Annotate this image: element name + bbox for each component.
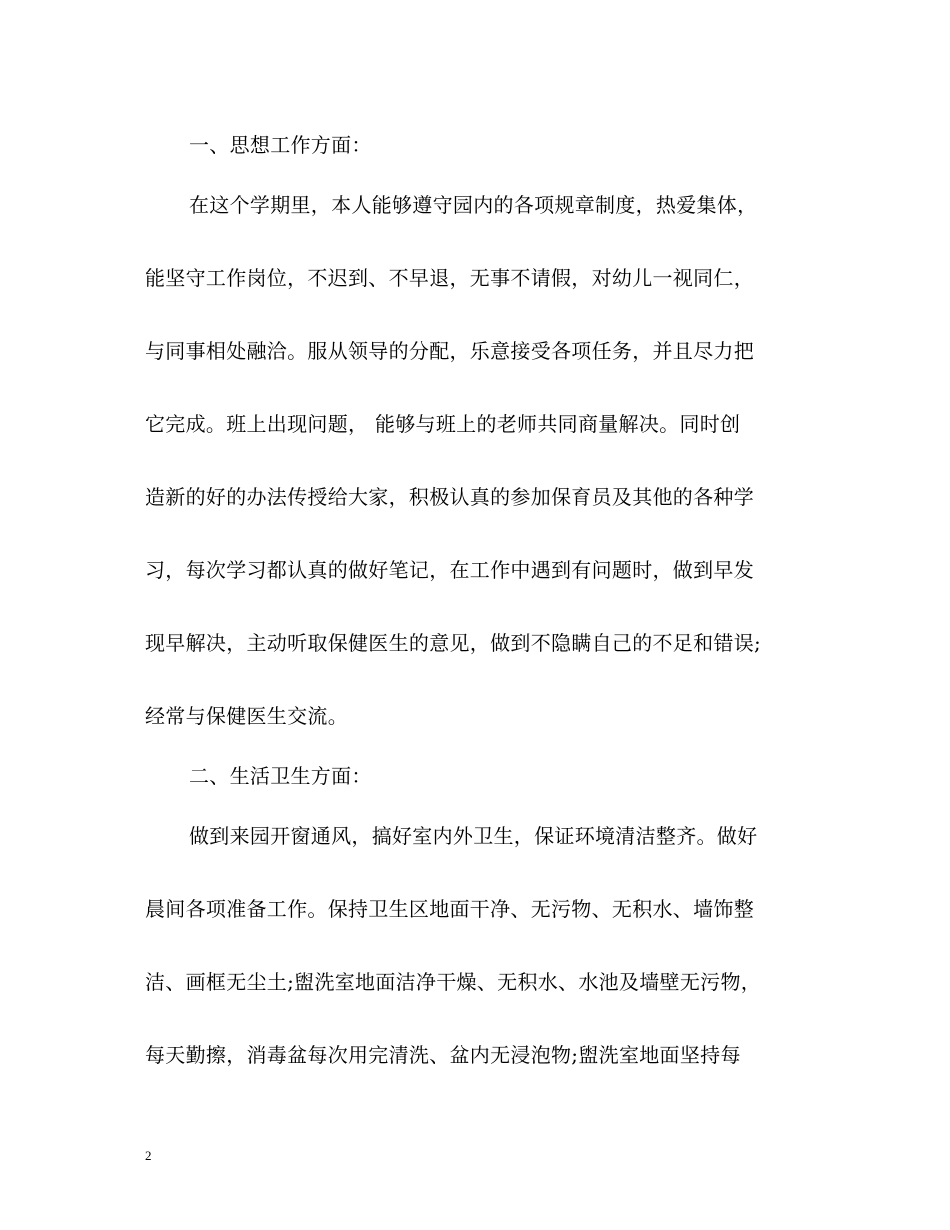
section-heading-ideology: 一、思想工作方面： bbox=[189, 133, 372, 157]
paragraph-line: 做到来园开窗通风，搞好室内外卫生，保证环境清洁整齐。做好 bbox=[189, 824, 758, 848]
paragraph-line: 晨间各项准备工作。保持卫生区地面干净、无污物、无积水、墙饰整 bbox=[145, 897, 754, 921]
paragraph-line: 习，每次学习都认真的做好笔记，在工作中遇到有问题时，做到早发 bbox=[145, 558, 754, 582]
paragraph-line: 经常与保健医生交流。 bbox=[145, 704, 348, 728]
paragraph-line: 在这个学期里，本人能够遵守园内的各项规章制度，热爱集体， bbox=[189, 193, 758, 217]
paragraph-line: 它完成。班上出现问题， 能够与班上的老师共同商量解决。同时创 bbox=[145, 412, 741, 436]
paragraph-line: 能坚守工作岗位，不迟到、不早退，无事不请假，对幼儿一视同仁， bbox=[145, 266, 754, 290]
paragraph-line: 现早解决，主动听取保健医生的意见，做到不隐瞒自己的不足和错误; bbox=[145, 631, 762, 655]
section-heading-hygiene: 二、生活卫生方面： bbox=[189, 764, 372, 788]
paragraph-line: 每天勤擦，消毒盆每次用完清洗、盆内无浸泡物;盥洗室地面坚持每 bbox=[145, 1043, 741, 1067]
page-number: 2 bbox=[145, 1148, 152, 1163]
paragraph-line: 造新的好的办法传授给大家，积极认真的参加保育员及其他的各种学 bbox=[145, 485, 754, 509]
paragraph-line: 洁、画框无尘土;盥洗室地面洁净干燥、无积水、水池及墙壁无污物， bbox=[145, 970, 762, 994]
paragraph-line: 与同事相处融洽。服从领导的分配，乐意接受各项任务，并且尽力把 bbox=[145, 339, 754, 363]
